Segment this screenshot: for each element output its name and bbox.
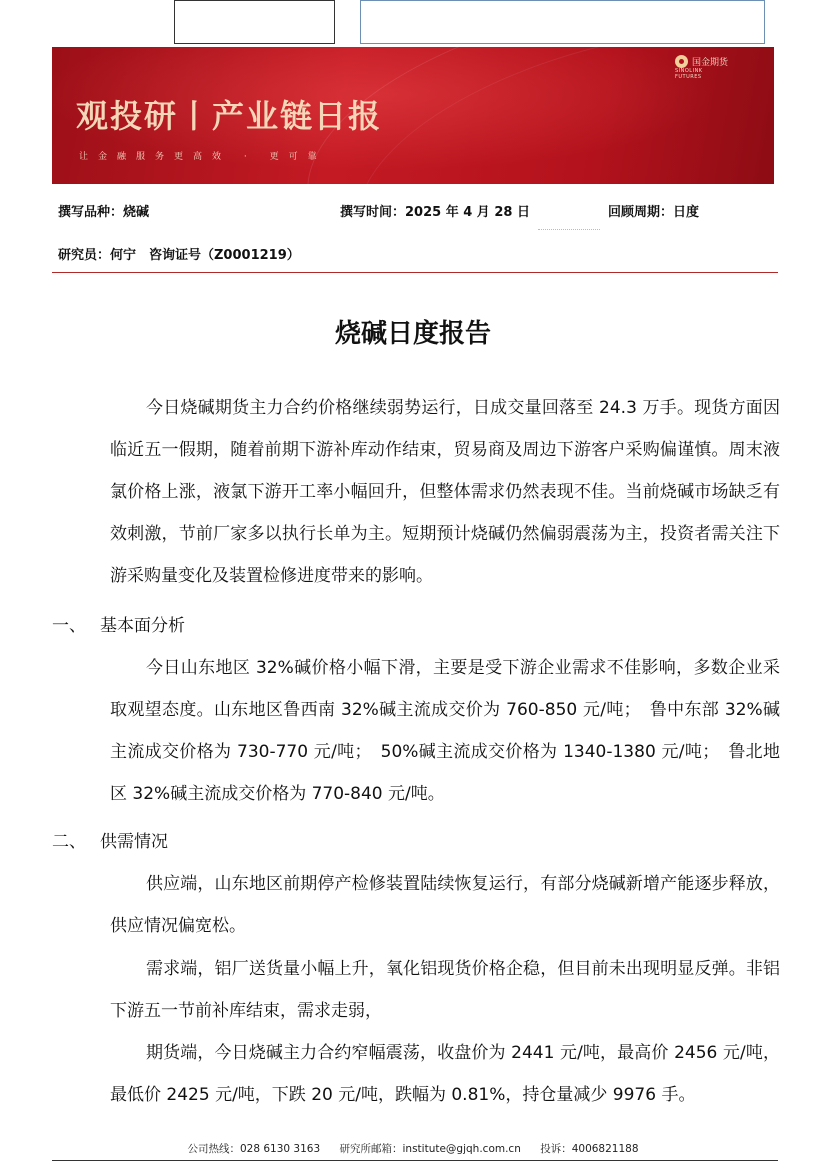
meta-period: 回顾周期：日度 — [608, 205, 700, 220]
footer-hotline: 公司热线：028 6130 3163 — [187, 1143, 321, 1155]
company-logo — [674, 55, 728, 80]
logo-icon — [675, 55, 688, 68]
summary-paragraph: 今日烧碱期货主力合约价格继续弱势运行，日成交量回落至 24.3 万手。现货方面因临近五一假期，随着前期下游补库动作结束，贸易商及周边下游客户采购偏谨慎。周末液氯价格上涨，液氯下游开工率小幅回升，但整体需求仍然表现不佳。当前烧碱市场缺乏有效刺激，节前厂家多以执行长单为主。短期预计烧碱仍然偏弱震荡为主，投资者需关注下游采购量变化及装置检修进度带来的影响。 — [110, 398, 780, 586]
section-paragraph: 供应端，山东地区前期停产检修装置陆续恢复运行，有部分烧碱新增产能逐步释放，供应情况偏宽松。 — [110, 874, 780, 936]
header-box-left — [174, 0, 335, 44]
report-title: 烧碱日度报告 — [334, 319, 491, 349]
report-banner — [52, 47, 774, 184]
section-paragraph: 今日山东地区 32%碱价格小幅下滑，主要是受下游企业需求不佳影响，多数企业采取观望态度。山东地区鲁西南 32%碱主流成交价为 760-850 元/吨； 鲁中东部 32%碱主流成交价格为 730-770 元/吨； 50%碱主流成交价格为 1340-1380 元/吨； 鲁北地区 32%碱主流成交价格为 770-840 元/吨。 — [110, 658, 780, 804]
meta-time: 撰写时间：2025 年 4 月 28 日 — [340, 205, 530, 220]
divider — [538, 229, 600, 230]
banner-title: 观投研丨产业链日报 — [76, 97, 383, 135]
logo-english: SINOLINK FUTURES — [674, 68, 703, 80]
section-number: 二、 — [52, 832, 86, 852]
header-box-right — [360, 0, 765, 44]
banner-slogan: 让金融服务更高效 · 更可靠 — [79, 152, 327, 162]
page-footer — [0, 1141, 826, 1156]
section-paragraph: 需求端，铝厂送货量小幅上升，氧化铝现货价格企稳，但目前未出现明显反弹。非铝下游五一节前补库结束，需求走弱， — [110, 959, 780, 1021]
meta-analyst: 研究员：何宁 咨询证号（Z0001219） — [58, 248, 300, 263]
meta-product: 撰写品种：烧碱 — [58, 205, 150, 220]
section-title: 供需情况 — [100, 832, 168, 852]
section-title: 基本面分析 — [100, 616, 185, 636]
divider — [52, 1160, 778, 1161]
footer-email: 研究所邮箱：institute@gjqh.com.cn — [339, 1143, 521, 1155]
logo-text: 国金期货 — [691, 58, 728, 68]
divider — [52, 272, 778, 273]
section-number: 一、 — [52, 616, 86, 636]
footer-complaint: 投诉：4006821188 — [540, 1143, 639, 1155]
section-paragraph: 期货端，今日烧碱主力合约窄幅震荡，收盘价为 2441 元/吨，最高价 2456 元/吨，最低价 2425 元/吨，下跌 20 元/吨，跌幅为 0.81%，持仓量减少 9976 手。 — [110, 1043, 780, 1105]
